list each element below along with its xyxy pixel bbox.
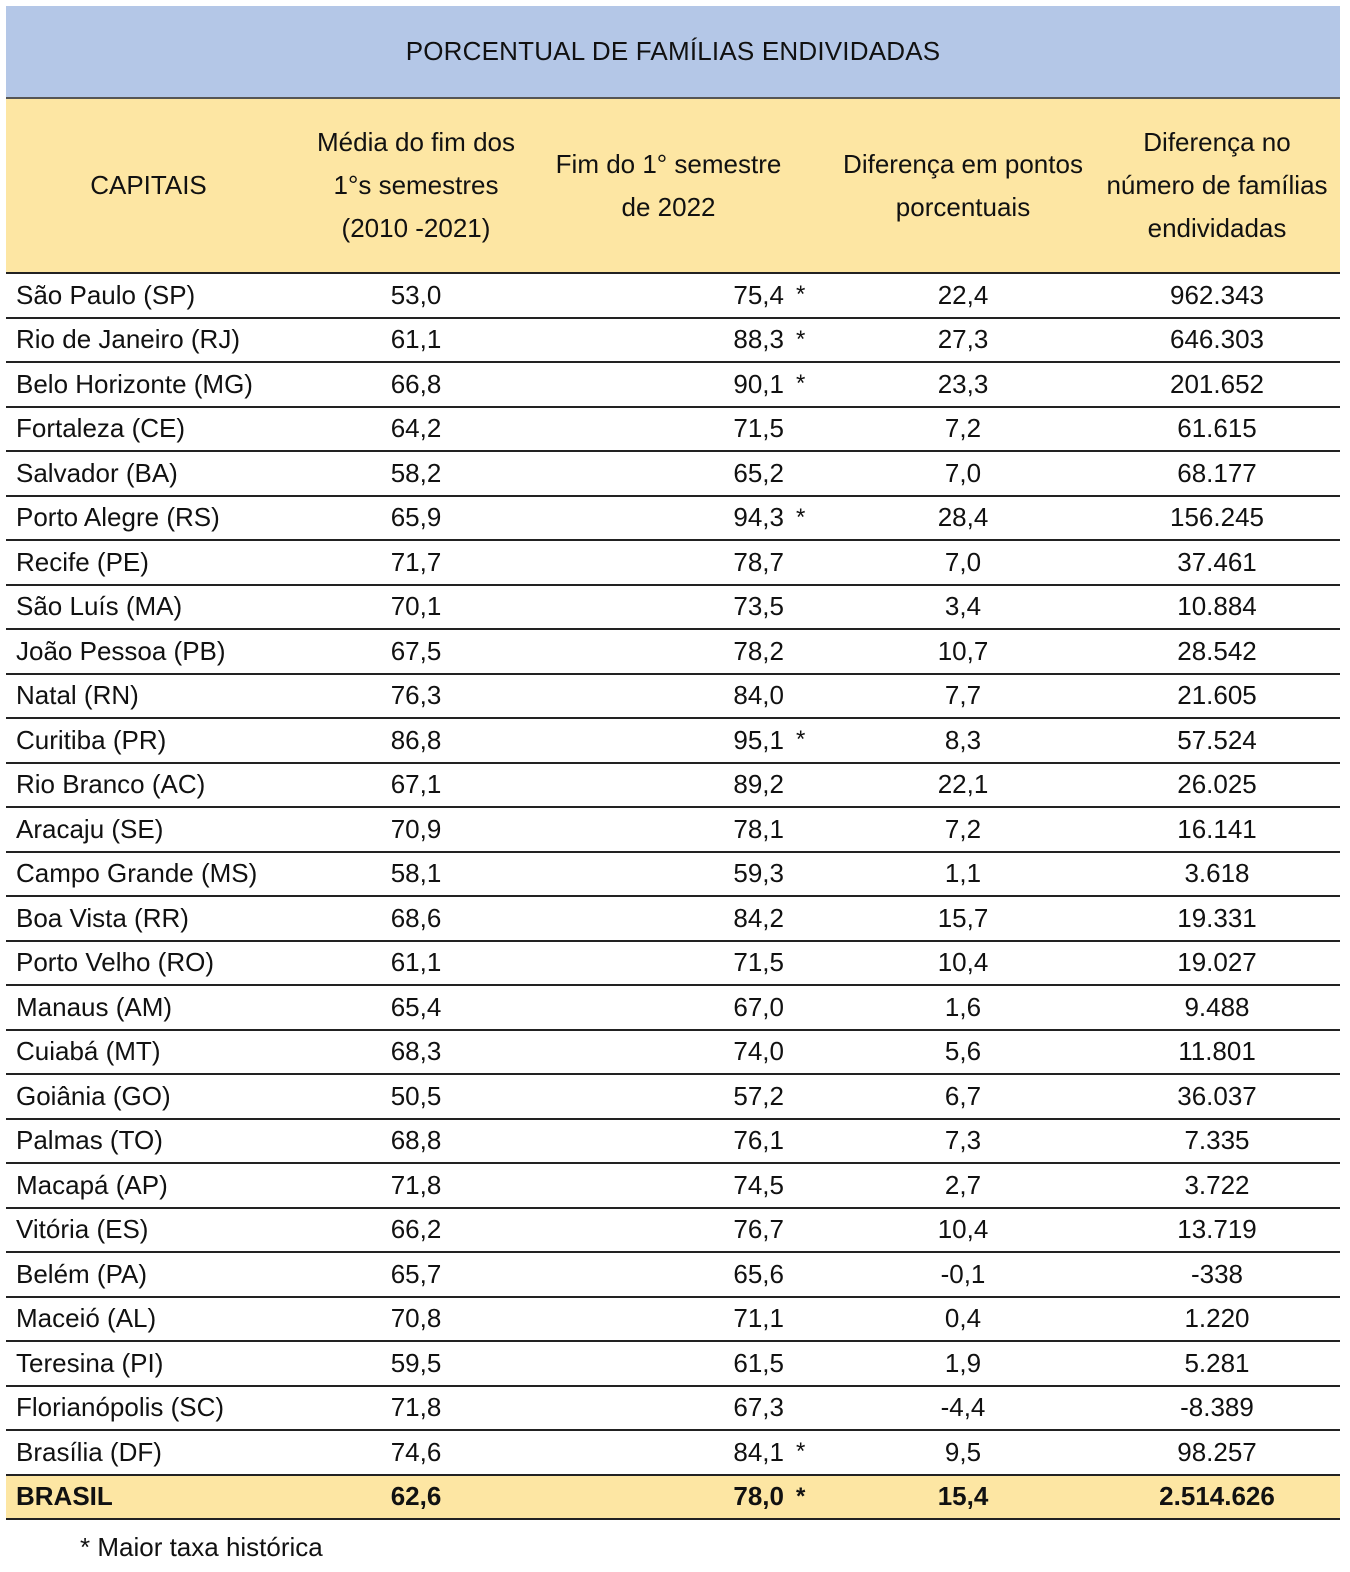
cell-media: 70,1 xyxy=(291,585,541,630)
cell-capital: Recife (PE) xyxy=(6,540,291,585)
cell-capital: São Paulo (SP) xyxy=(6,273,291,318)
table-row xyxy=(6,1341,1340,1386)
cell-diferenca-familias: 26.025 xyxy=(1094,763,1340,808)
cell-marker xyxy=(796,674,832,719)
cell-fim-2022: 74,5 xyxy=(541,1163,796,1208)
cell-fim-2022: 76,7 xyxy=(541,1208,796,1253)
cell-capital: Maceió (AL) xyxy=(6,1297,291,1342)
cell-diferenca-pontos: 1,9 xyxy=(832,1341,1094,1386)
cell-capital: Rio de Janeiro (RJ) xyxy=(6,318,291,363)
cell-diferenca-pontos: 7,3 xyxy=(832,1119,1094,1164)
table-row xyxy=(6,896,1340,941)
cell-capital: Fortaleza (CE) xyxy=(6,407,291,452)
cell-diferenca-pontos: 5,6 xyxy=(832,1030,1094,1075)
cell-diferenca-familias: 11.801 xyxy=(1094,1030,1340,1075)
cell-marker xyxy=(796,941,832,986)
table-row xyxy=(6,1430,1340,1475)
cell-diferenca-familias: -338 xyxy=(1094,1252,1340,1297)
table-row xyxy=(6,718,1340,763)
table-row xyxy=(6,451,1340,496)
cell-diferenca-pontos: 8,3 xyxy=(832,718,1094,763)
cell-capital: Rio Branco (AC) xyxy=(6,763,291,808)
cell-marker xyxy=(796,807,832,852)
cell-fim-2022: 59,3 xyxy=(541,852,796,897)
table-sheet xyxy=(6,6,1340,1520)
table-row xyxy=(6,1030,1340,1075)
cell-media: 86,8 xyxy=(291,718,541,763)
cell-marker xyxy=(796,540,832,585)
cell-diferenca-familias: 36.037 xyxy=(1094,1074,1340,1119)
cell-fim-2022: 67,3 xyxy=(541,1386,796,1431)
cell-fim-2022: 65,6 xyxy=(541,1252,796,1297)
table-row xyxy=(6,1252,1340,1297)
table-row xyxy=(6,1074,1340,1119)
cell-media: 68,8 xyxy=(291,1119,541,1164)
cell-capital: Palmas (TO) xyxy=(6,1119,291,1164)
cell-fim-2022: 65,2 xyxy=(541,451,796,496)
cell-capital: Teresina (PI) xyxy=(6,1341,291,1386)
cell-diferenca-pontos: 0,4 xyxy=(832,1297,1094,1342)
cell-marker xyxy=(796,1297,832,1342)
table-row xyxy=(6,985,1340,1030)
cell-marker xyxy=(796,1252,832,1297)
table-body xyxy=(6,273,1340,1519)
table-row xyxy=(6,273,1340,318)
cell-fim-2022: 78,1 xyxy=(541,807,796,852)
cell-diferenca-pontos: 10,7 xyxy=(832,629,1094,674)
cell-capital: Porto Velho (RO) xyxy=(6,941,291,986)
cell-capital: Manaus (AM) xyxy=(6,985,291,1030)
table-row xyxy=(6,1297,1340,1342)
cell-marker xyxy=(796,1030,832,1075)
cell-media: 50,5 xyxy=(291,1074,541,1119)
table-row xyxy=(6,318,1340,363)
cell-media: 71,8 xyxy=(291,1386,541,1431)
cell-media: 71,8 xyxy=(291,1163,541,1208)
cell-capital: Aracaju (SE) xyxy=(6,807,291,852)
cell-capital: Campo Grande (MS) xyxy=(6,852,291,897)
table-row xyxy=(6,674,1340,719)
table-row xyxy=(6,540,1340,585)
cell-diferenca-familias: 3.722 xyxy=(1094,1163,1340,1208)
cell-marker xyxy=(796,896,832,941)
cell-diferenca-pontos: 10,4 xyxy=(832,941,1094,986)
header-marker xyxy=(796,99,832,273)
cell-diferenca-pontos: 7,7 xyxy=(832,674,1094,719)
cell-diferenca-pontos: 7,2 xyxy=(832,807,1094,852)
cell-capital: Salvador (BA) xyxy=(6,451,291,496)
cell-fim-2022: 71,5 xyxy=(541,407,796,452)
cell-marker: * xyxy=(796,718,832,763)
cell-capital: Cuiabá (MT) xyxy=(6,1030,291,1075)
cell-media: 61,1 xyxy=(291,941,541,986)
cell-media: 61,1 xyxy=(291,318,541,363)
cell-media: 68,3 xyxy=(291,1030,541,1075)
cell-diferenca-familias: 646.303 xyxy=(1094,318,1340,363)
cell-fim-2022: 78,0 xyxy=(541,1475,796,1520)
cell-diferenca-pontos: -4,4 xyxy=(832,1386,1094,1431)
cell-media: 62,6 xyxy=(291,1475,541,1520)
cell-diferenca-familias: 61.615 xyxy=(1094,407,1340,452)
cell-diferenca-familias: 19.027 xyxy=(1094,941,1340,986)
cell-marker: * xyxy=(796,362,832,407)
cell-diferenca-pontos: 1,6 xyxy=(832,985,1094,1030)
cell-media: 67,5 xyxy=(291,629,541,674)
cell-diferenca-pontos: 22,1 xyxy=(832,763,1094,808)
cell-media: 65,9 xyxy=(291,496,541,541)
table-row xyxy=(6,852,1340,897)
cell-marker xyxy=(796,985,832,1030)
table-row xyxy=(6,1163,1340,1208)
cell-diferenca-familias: -8.389 xyxy=(1094,1386,1340,1431)
cell-fim-2022: 75,4 xyxy=(541,273,796,318)
cell-diferenca-familias: 19.331 xyxy=(1094,896,1340,941)
cell-media: 71,7 xyxy=(291,540,541,585)
cell-diferenca-familias: 10.884 xyxy=(1094,585,1340,630)
cell-marker xyxy=(796,407,832,452)
cell-diferenca-familias: 28.542 xyxy=(1094,629,1340,674)
cell-media: 66,8 xyxy=(291,362,541,407)
cell-media: 66,2 xyxy=(291,1208,541,1253)
table-row xyxy=(6,407,1340,452)
cell-diferenca-pontos: 23,3 xyxy=(832,362,1094,407)
cell-diferenca-pontos: 9,5 xyxy=(832,1430,1094,1475)
table-row xyxy=(6,629,1340,674)
table-row xyxy=(6,941,1340,986)
cell-fim-2022: 84,2 xyxy=(541,896,796,941)
cell-media: 58,2 xyxy=(291,451,541,496)
cell-media: 59,5 xyxy=(291,1341,541,1386)
cell-diferenca-familias: 156.245 xyxy=(1094,496,1340,541)
cell-diferenca-familias: 1.220 xyxy=(1094,1297,1340,1342)
cell-diferenca-familias: 21.605 xyxy=(1094,674,1340,719)
cell-capital: Brasília (DF) xyxy=(6,1430,291,1475)
header-capitais: CAPITAIS xyxy=(6,99,291,273)
cell-marker xyxy=(796,451,832,496)
cell-fim-2022: 84,1 xyxy=(541,1430,796,1475)
cell-capital: Belo Horizonte (MG) xyxy=(6,362,291,407)
table-row xyxy=(6,807,1340,852)
cell-capital: Belém (PA) xyxy=(6,1252,291,1297)
cell-diferenca-familias: 962.343 xyxy=(1094,273,1340,318)
cell-fim-2022: 71,1 xyxy=(541,1297,796,1342)
cell-marker xyxy=(796,852,832,897)
header-media: Média do fim dos 1°s semestres (2010 -2021) xyxy=(291,99,541,273)
cell-capital: São Luís (MA) xyxy=(6,585,291,630)
cell-diferenca-familias: 37.461 xyxy=(1094,540,1340,585)
header-row xyxy=(6,99,1340,273)
cell-marker xyxy=(796,1386,832,1431)
cell-media: 76,3 xyxy=(291,674,541,719)
cell-media: 74,6 xyxy=(291,1430,541,1475)
cell-fim-2022: 67,0 xyxy=(541,985,796,1030)
cell-marker: * xyxy=(796,496,832,541)
cell-diferenca-pontos: 7,0 xyxy=(832,540,1094,585)
cell-fim-2022: 76,1 xyxy=(541,1119,796,1164)
cell-fim-2022: 90,1 xyxy=(541,362,796,407)
cell-marker xyxy=(796,585,832,630)
cell-diferenca-pontos: 15,7 xyxy=(832,896,1094,941)
cell-diferenca-familias: 68.177 xyxy=(1094,451,1340,496)
cell-fim-2022: 74,0 xyxy=(541,1030,796,1075)
cell-fim-2022: 95,1 xyxy=(541,718,796,763)
cell-fim-2022: 78,7 xyxy=(541,540,796,585)
cell-media: 67,1 xyxy=(291,763,541,808)
cell-diferenca-familias: 9.488 xyxy=(1094,985,1340,1030)
cell-fim-2022: 88,3 xyxy=(541,318,796,363)
header-diferenca-pontos: Diferença em pontos porcentuais xyxy=(832,99,1094,273)
table-row xyxy=(6,1119,1340,1164)
cell-capital: Macapá (AP) xyxy=(6,1163,291,1208)
cell-diferenca-familias: 13.719 xyxy=(1094,1208,1340,1253)
cell-marker xyxy=(796,763,832,808)
cell-diferenca-pontos: 15,4 xyxy=(832,1475,1094,1520)
cell-capital: Vitória (ES) xyxy=(6,1208,291,1253)
table-row xyxy=(6,763,1340,808)
cell-capital: Natal (RN) xyxy=(6,674,291,719)
cell-fim-2022: 71,5 xyxy=(541,941,796,986)
cell-diferenca-pontos: -0,1 xyxy=(832,1252,1094,1297)
cell-marker xyxy=(796,629,832,674)
cell-capital: Florianópolis (SC) xyxy=(6,1386,291,1431)
cell-marker: * xyxy=(796,1475,832,1520)
table-row xyxy=(6,1208,1340,1253)
cell-fim-2022: 57,2 xyxy=(541,1074,796,1119)
cell-diferenca-pontos: 6,7 xyxy=(832,1074,1094,1119)
table-row xyxy=(6,1386,1340,1431)
cell-diferenca-pontos: 7,2 xyxy=(832,407,1094,452)
cell-media: 65,7 xyxy=(291,1252,541,1297)
cell-diferenca-pontos: 1,1 xyxy=(832,852,1094,897)
cell-media: 58,1 xyxy=(291,852,541,897)
cell-capital: Curitiba (PR) xyxy=(6,718,291,763)
cell-media: 53,0 xyxy=(291,273,541,318)
cell-fim-2022: 89,2 xyxy=(541,763,796,808)
debt-table xyxy=(6,99,1340,1520)
cell-fim-2022: 78,2 xyxy=(541,629,796,674)
cell-diferenca-pontos: 10,4 xyxy=(832,1208,1094,1253)
cell-marker xyxy=(796,1163,832,1208)
cell-media: 65,4 xyxy=(291,985,541,1030)
table-row xyxy=(6,496,1340,541)
cell-capital: Boa Vista (RR) xyxy=(6,896,291,941)
cell-capital: Porto Alegre (RS) xyxy=(6,496,291,541)
cell-diferenca-familias: 98.257 xyxy=(1094,1430,1340,1475)
cell-diferenca-familias: 16.141 xyxy=(1094,807,1340,852)
cell-marker: * xyxy=(796,318,832,363)
cell-marker xyxy=(796,1119,832,1164)
cell-diferenca-familias: 3.618 xyxy=(1094,852,1340,897)
cell-diferenca-pontos: 22,4 xyxy=(832,273,1094,318)
cell-fim-2022: 84,0 xyxy=(541,674,796,719)
cell-diferenca-pontos: 2,7 xyxy=(832,1163,1094,1208)
cell-diferenca-familias: 5.281 xyxy=(1094,1341,1340,1386)
cell-marker xyxy=(796,1341,832,1386)
cell-marker: * xyxy=(796,1430,832,1475)
cell-capital: João Pessoa (PB) xyxy=(6,629,291,674)
footnote: * Maior taxa histórica xyxy=(80,1532,323,1562)
cell-fim-2022: 73,5 xyxy=(541,585,796,630)
total-row xyxy=(6,1475,1340,1520)
cell-diferenca-familias: 2.514.626 xyxy=(1094,1475,1340,1520)
cell-diferenca-pontos: 7,0 xyxy=(832,451,1094,496)
header-diferenca-familias: Diferença no número de famílias endividadas xyxy=(1094,99,1340,273)
cell-diferenca-familias: 57.524 xyxy=(1094,718,1340,763)
cell-media: 64,2 xyxy=(291,407,541,452)
cell-media: 70,8 xyxy=(291,1297,541,1342)
cell-diferenca-pontos: 3,4 xyxy=(832,585,1094,630)
cell-capital: Goiânia (GO) xyxy=(6,1074,291,1119)
cell-marker: * xyxy=(796,273,832,318)
cell-diferenca-pontos: 27,3 xyxy=(832,318,1094,363)
cell-fim-2022: 94,3 xyxy=(541,496,796,541)
header-fim-2022: Fim do 1° semestre de 2022 xyxy=(541,99,796,273)
cell-diferenca-pontos: 28,4 xyxy=(832,496,1094,541)
cell-diferenca-familias: 201.652 xyxy=(1094,362,1340,407)
table-row xyxy=(6,585,1340,630)
cell-fim-2022: 61,5 xyxy=(541,1341,796,1386)
cell-marker xyxy=(796,1074,832,1119)
cell-media: 70,9 xyxy=(291,807,541,852)
cell-diferenca-familias: 7.335 xyxy=(1094,1119,1340,1164)
cell-media: 68,6 xyxy=(291,896,541,941)
cell-marker xyxy=(796,1208,832,1253)
table-row xyxy=(6,362,1340,407)
table-title: PORCENTUAL DE FAMÍLIAS ENDIVIDADAS xyxy=(6,6,1340,99)
cell-capital: BRASIL xyxy=(6,1475,291,1520)
